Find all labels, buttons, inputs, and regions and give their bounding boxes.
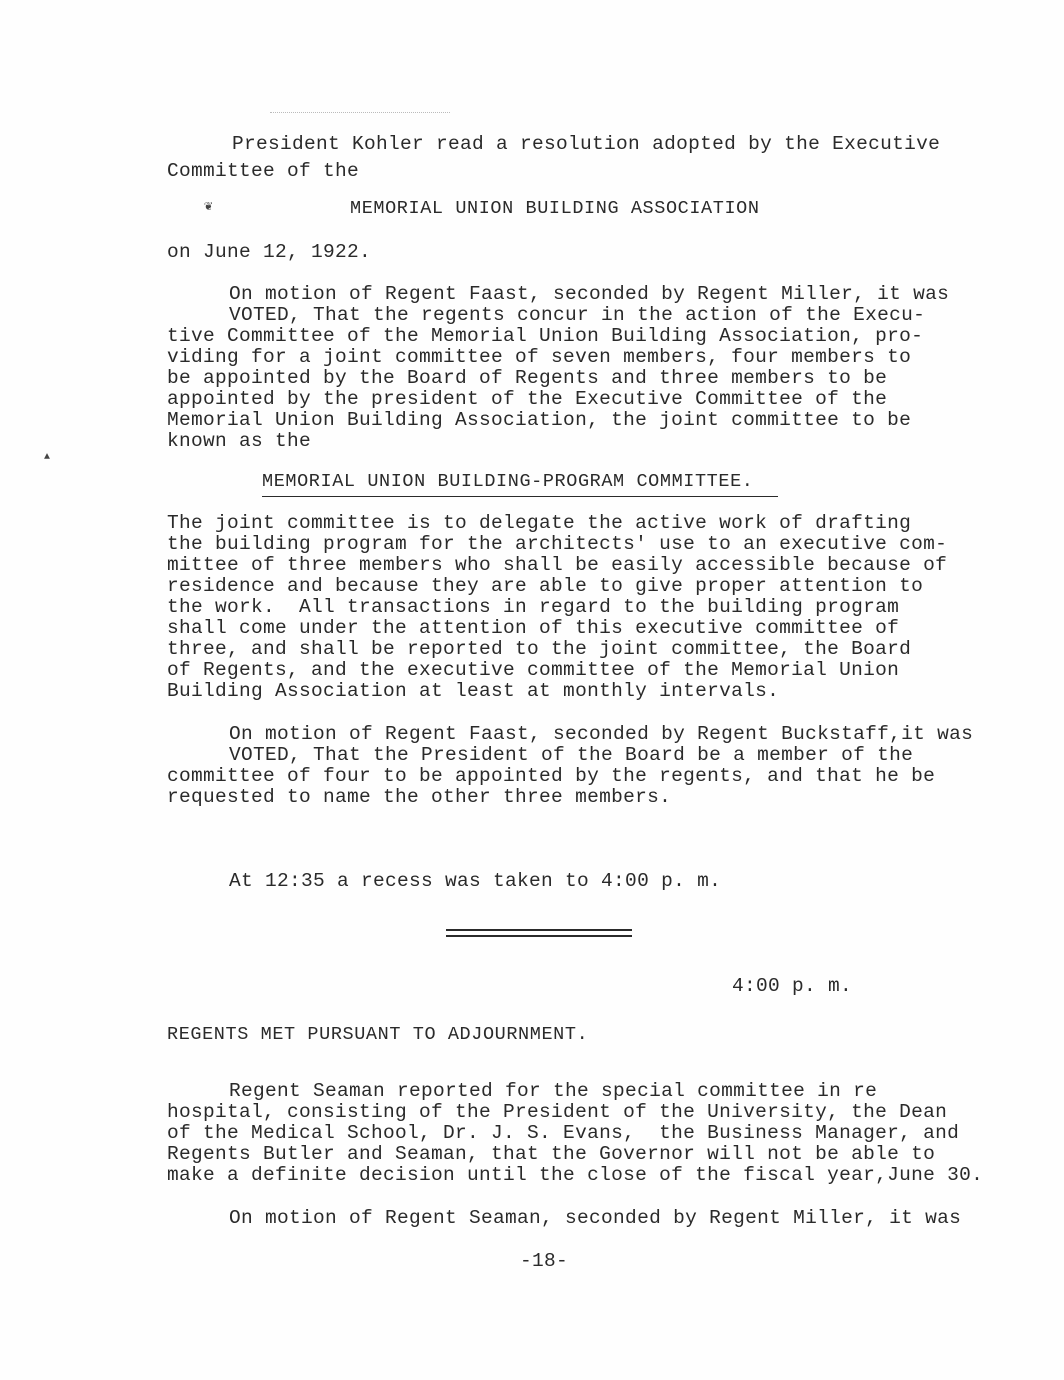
text-line: tive Committee of the Memorial Union Building Association, pro- <box>167 325 924 347</box>
text-line: on June 12, 1922. <box>167 241 372 263</box>
scan-speckle <box>270 112 450 117</box>
text-line: On motion of Regent Faast, seconded by Regent Buckstaff,it was <box>229 723 974 745</box>
text-line: shall come under the attention of this executive committee of <box>167 617 900 639</box>
text-line: make a definite decision until the close of the fiscal year,June 30. <box>167 1164 984 1186</box>
heading-association: MEMORIAL UNION BUILDING ASSOCIATION <box>350 198 760 219</box>
text-line: committee of four to be appointed by the regents, and that he be <box>167 765 936 787</box>
text-line: of the Medical School, Dr. J. S. Evans, the Business Manager, and <box>167 1122 960 1144</box>
heading-committee: MEMORIAL UNION BUILDING-PROGRAM COMMITTEE. <box>262 471 754 492</box>
text-line: known as the <box>167 430 312 452</box>
ink-mark-icon: ❦ <box>204 199 213 215</box>
text-line: viding for a joint committee of seven members, four members to <box>167 346 912 368</box>
text-line: President Kohler read a resolution adopted by the Executive <box>232 133 941 155</box>
text-line: Memorial Union Building Association, the joint committee to be <box>167 409 912 431</box>
divider-rule <box>446 935 632 937</box>
text-line: VOTED, That the President of the Board be a member of the <box>229 744 914 766</box>
text-line: VOTED, That the regents concur in the action of the Execu- <box>229 304 926 326</box>
handwritten-underline <box>262 496 778 497</box>
text-line: be appointed by the Board of Regents and three members to be <box>167 367 888 389</box>
text-line: Building Association at least at monthly intervals. <box>167 680 780 702</box>
divider-rule <box>446 929 632 931</box>
text-line: On motion of Regent Seaman, seconded by Regent Miller, it was <box>229 1207 962 1229</box>
time-heading: 4:00 p. m. <box>732 975 853 997</box>
scan-dot-icon: ▲ <box>44 452 51 463</box>
text-line: hospital, consisting of the President of the University, the Dean <box>167 1101 948 1123</box>
text-line: the building program for the architects' use to an executive com- <box>167 533 948 555</box>
section-heading: REGENTS MET PURSUANT TO ADJOURNMENT. <box>167 1024 589 1045</box>
text-line: the work. All transactions in regard to the building program <box>167 596 900 618</box>
text-line: Regent Seaman reported for the special committee in re <box>229 1080 878 1102</box>
text-line: of Regents, and the executive committee of the Memorial Union <box>167 659 900 681</box>
text-line: mittee of three members who shall be easily accessible because of <box>167 554 948 576</box>
text-line: requested to name the other three members. <box>167 786 672 808</box>
text-line: residence and because they are able to give proper attention to <box>167 575 924 597</box>
text-line: At 12:35 a recess was taken to 4:00 p. m. <box>229 870 722 892</box>
text-line: appointed by the president of the Executive Committee of the <box>167 388 888 410</box>
text-line: three, and shall be reported to the joint committee, the Board <box>167 638 912 660</box>
text-line: The joint committee is to delegate the active work of drafting <box>167 512 912 534</box>
text-line: Regents Butler and Seaman, that the Governor will not be able to <box>167 1143 936 1165</box>
text-line: Committee of the <box>167 160 360 182</box>
page-number: -18- <box>520 1250 569 1272</box>
text-line: On motion of Regent Faast, seconded by Regent Miller, it was <box>229 283 950 305</box>
